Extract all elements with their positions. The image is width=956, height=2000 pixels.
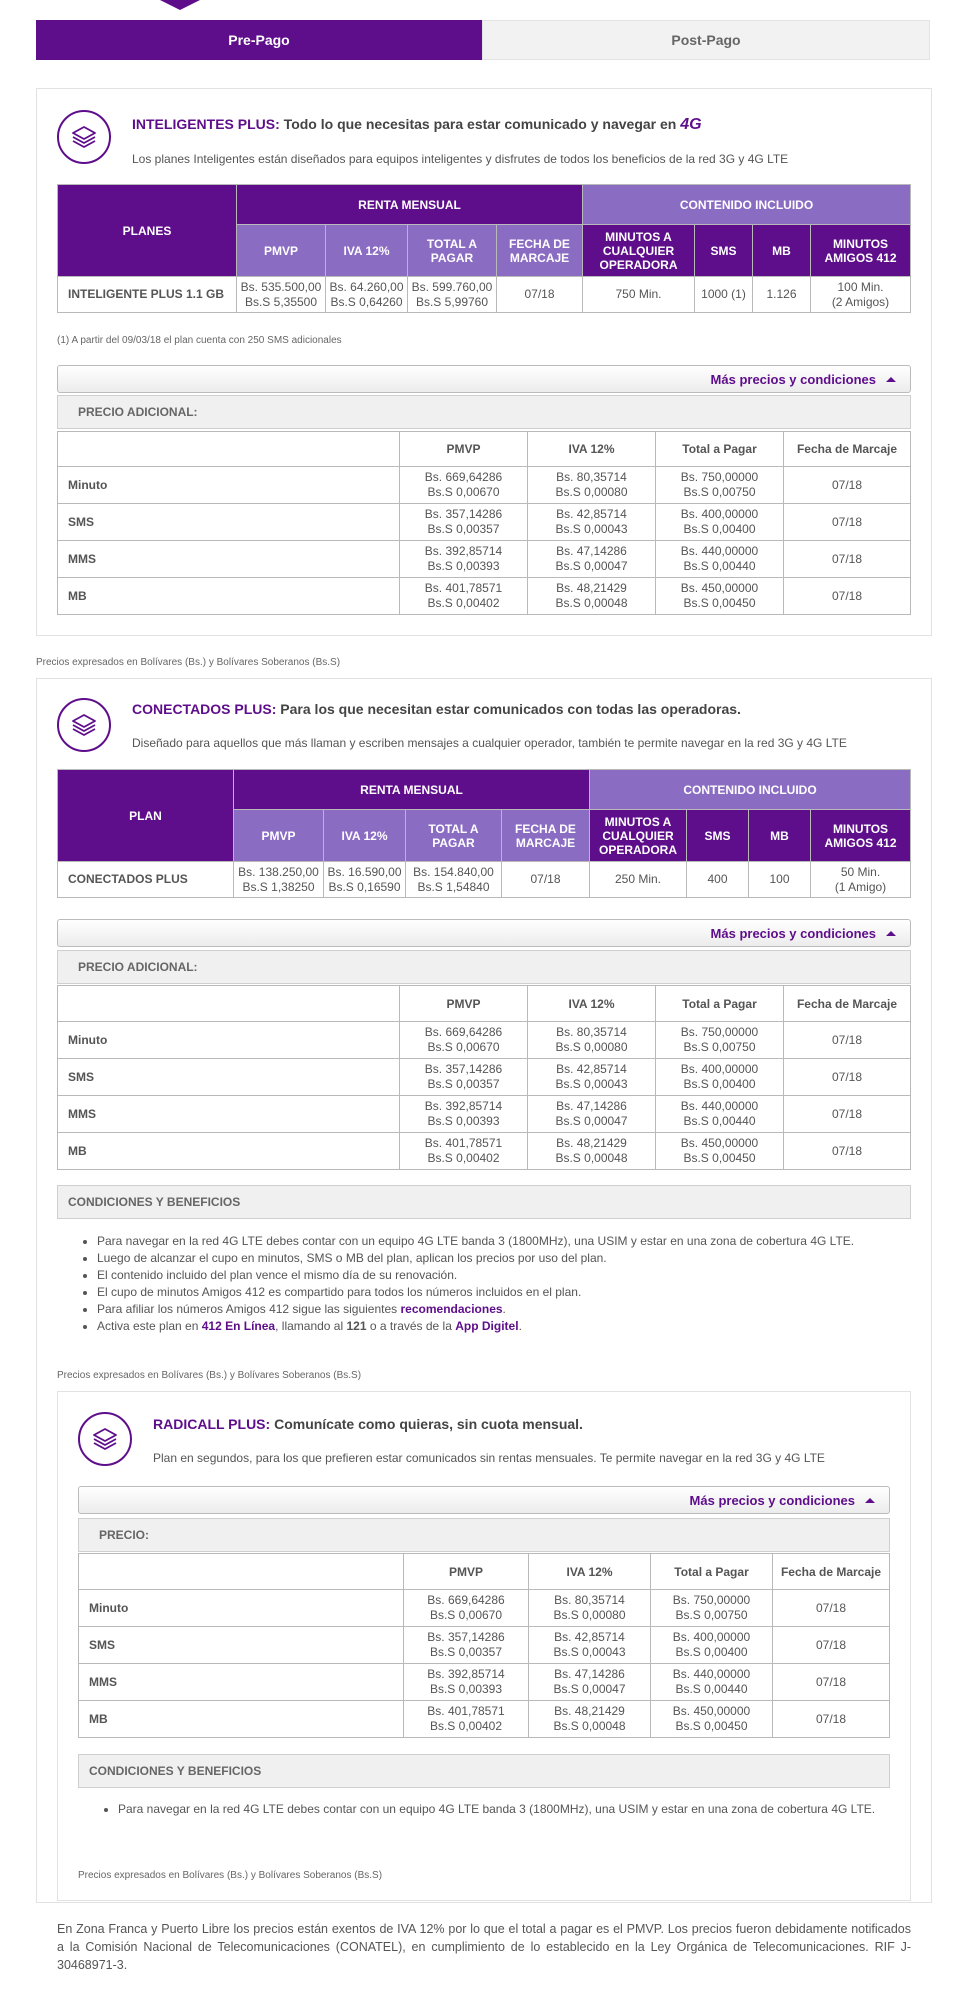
- plan-name: INTELIGENTES PLUS:: [132, 116, 280, 132]
- col-sms: SMS: [695, 225, 753, 277]
- total-cell: Bs. 750,00000 Bs.S 0,00750: [651, 1590, 773, 1627]
- plan-name: CONECTADOS PLUS:: [132, 701, 277, 717]
- col-blank: [58, 986, 400, 1022]
- fecha-cell: 07/18: [784, 1022, 911, 1059]
- plan-name-cell: CONECTADOS PLUS: [58, 862, 234, 898]
- row-name: MB: [58, 1133, 400, 1170]
- table-row: [79, 1701, 890, 1738]
- plan-title-inteligentes: [132, 116, 702, 134]
- row-name: MMS: [79, 1664, 404, 1701]
- plan-tagline: Para los que necesitan estar comunicados con todas las operadoras.: [276, 701, 741, 717]
- fecha-cell: 07/18: [773, 1590, 890, 1627]
- caret-up-icon: [886, 931, 896, 936]
- col-sms: SMS: [687, 810, 749, 862]
- total-cell: Bs. 154.840,00 Bs.S 1,54840: [406, 862, 502, 898]
- total-cell: Bs. 450,00000 Bs.S 0,00450: [651, 1701, 773, 1738]
- plan-tagline: Comunícate como quieras, sin cuota mensual.: [270, 1416, 583, 1432]
- recomendaciones-link[interactable]: recomendaciones: [400, 1302, 503, 1316]
- more-prices-toggle[interactable]: [57, 919, 911, 947]
- table-row: [58, 1096, 911, 1133]
- total-cell: Bs. 440,00000 Bs.S 0,00440: [651, 1664, 773, 1701]
- pmvp-cell: Bs. 357,14286 Bs.S 0,00357: [400, 504, 528, 541]
- pmvp-cell: Bs. 392,85714 Bs.S 0,00393: [400, 541, 528, 578]
- row-name: MB: [58, 578, 400, 615]
- plan-description: Diseñado para aquellos que más llaman y escriben mensajes a cualquier operador, también te permite navegar en la red 3G y 4G LTE: [132, 736, 847, 750]
- iva-cell: Bs. 47,14286 Bs.S 0,00047: [528, 1096, 656, 1133]
- row-name: SMS: [58, 1059, 400, 1096]
- table-row: [58, 541, 911, 578]
- table-row: [79, 1664, 890, 1701]
- col-blank: [79, 1554, 404, 1590]
- section-title-condiciones: CONDICIONES Y BENEFICIOS: [78, 1754, 890, 1788]
- col-fecha: Fecha de Marcaje: [773, 1554, 890, 1590]
- col-fecha: Fecha de Marcaje: [784, 432, 911, 467]
- col-iva: IVA 12%: [324, 810, 406, 862]
- row-name: Minuto: [58, 1022, 400, 1059]
- row-name: Minuto: [58, 467, 400, 504]
- iva-cell: Bs. 80,35714 Bs.S 0,00080: [528, 467, 656, 504]
- table-row: [58, 277, 911, 313]
- more-prices-label: Más precios y condiciones: [689, 1492, 855, 1508]
- col-total: TOTAL A PAGAR: [406, 810, 502, 862]
- pmvp-cell: Bs. 401,78571 Bs.S 0,00402: [400, 1133, 528, 1170]
- tab-prepago[interactable]: Pre-Pago: [36, 20, 482, 60]
- pmvp-cell: Bs. 357,14286 Bs.S 0,00357: [404, 1627, 529, 1664]
- fecha-cell: 07/18: [773, 1664, 890, 1701]
- row-name: MMS: [58, 1096, 400, 1133]
- section-title-condiciones: CONDICIONES Y BENEFICIOS: [57, 1185, 911, 1219]
- amigos-cell: 100 Min. (2 Amigos): [811, 277, 911, 313]
- plan-table-conectados: [57, 769, 911, 898]
- iva-cell: Bs. 47,14286 Bs.S 0,00047: [529, 1664, 651, 1701]
- total-cell: Bs. 599.760,00 Bs.S 5,99760: [408, 277, 497, 313]
- section-title-precio-adicional: PRECIO ADICIONAL:: [57, 395, 911, 429]
- col-mb: MB: [749, 810, 811, 862]
- fecha-cell: 07/18: [497, 277, 583, 313]
- conditions-list: [98, 1801, 888, 1818]
- iva-cell: Bs. 64.260,00 Bs.S 0,64260: [326, 277, 408, 313]
- col-total: Total a Pagar: [656, 986, 784, 1022]
- tab-indicator-arrow: [160, 0, 200, 10]
- col-fecha: FECHA DE MARCAJE: [497, 225, 583, 277]
- header-plan: PLAN: [58, 770, 234, 862]
- list-item: • Luego de alcanzar el cupo en minutos, SMS o MB del plan, aplican los precios por uso del plan.: [97, 1250, 911, 1267]
- iva-cell: Bs. 42,85714 Bs.S 0,00043: [528, 1059, 656, 1096]
- caret-up-icon: [865, 1498, 875, 1503]
- total-cell: Bs. 400,00000 Bs.S 0,00400: [656, 1059, 784, 1096]
- fecha-cell: 07/18: [784, 1059, 911, 1096]
- row-name: SMS: [58, 504, 400, 541]
- more-prices-toggle[interactable]: [78, 1486, 890, 1514]
- mb-cell: 100: [749, 862, 811, 898]
- total-cell: Bs. 750,00000 Bs.S 0,00750: [656, 1022, 784, 1059]
- col-total: TOTAL A PAGAR: [408, 225, 497, 277]
- plan-title-conectados: [132, 701, 741, 717]
- plan-title-radicall: [153, 1416, 583, 1432]
- fecha-cell: 07/18: [784, 504, 911, 541]
- row-name: MB: [79, 1701, 404, 1738]
- table-row: [79, 1627, 890, 1664]
- pmvp-cell: Bs. 401,78571 Bs.S 0,00402: [404, 1701, 529, 1738]
- plan-type-tabs: [36, 20, 930, 60]
- more-prices-label: Más precios y condiciones: [710, 925, 876, 941]
- row-name: MMS: [58, 541, 400, 578]
- row-name: SMS: [79, 1627, 404, 1664]
- total-cell: Bs. 400,00000 Bs.S 0,00400: [656, 504, 784, 541]
- conditions-list: [77, 1233, 911, 1335]
- table-row: [58, 1059, 911, 1096]
- col-pmvp: PMVP: [234, 810, 324, 862]
- price-table-radicall: [78, 1553, 890, 1738]
- sms-cell: 400: [687, 862, 749, 898]
- total-cell: Bs. 750,00000 Bs.S 0,00750: [656, 467, 784, 504]
- row-name: Minuto: [79, 1590, 404, 1627]
- section-title-precio-adicional: PRECIO ADICIONAL:: [57, 950, 911, 984]
- fecha-cell: 07/18: [784, 541, 911, 578]
- col-iva: IVA 12%: [528, 432, 656, 467]
- col-fecha: FECHA DE MARCAJE: [502, 810, 590, 862]
- header-renta-mensual: RENTA MENSUAL: [237, 185, 583, 225]
- fecha-cell: 07/18: [502, 862, 590, 898]
- table-row: [58, 578, 911, 615]
- col-fecha: Fecha de Marcaje: [784, 986, 911, 1022]
- fecha-cell: 07/18: [773, 1627, 890, 1664]
- pmvp-cell: Bs. 669,64286 Bs.S 0,00670: [400, 467, 528, 504]
- currency-note: Precios expresados en Bolívares (Bs.) y Bolívares Soberanos (Bs.S): [57, 1370, 362, 1381]
- col-minutos: MINUTOS A CUALQUIER OPERADORA: [583, 225, 695, 277]
- col-blank: [58, 432, 400, 467]
- header-planes: PLANES: [58, 185, 237, 277]
- list-item: • Para afiliar los números Amigos 412 sigue las siguientes recomendaciones.: [97, 1301, 911, 1318]
- header-renta-mensual: RENTA MENSUAL: [234, 770, 590, 810]
- price-table-inteligentes: [57, 431, 911, 615]
- col-amigos: MINUTOS AMIGOS 412: [811, 225, 911, 277]
- fecha-cell: 07/18: [784, 1096, 911, 1133]
- minutos-cell: 250 Min.: [590, 862, 687, 898]
- amigos-cell: 50 Min. (1 Amigo): [811, 862, 911, 898]
- iva-cell: Bs. 47,14286 Bs.S 0,00047: [528, 541, 656, 578]
- col-total: Total a Pagar: [651, 1554, 773, 1590]
- col-pmvp: PMVP: [404, 1554, 529, 1590]
- pmvp-cell: Bs. 357,14286 Bs.S 0,00357: [400, 1059, 528, 1096]
- iva-cell: Bs. 48,21429 Bs.S 0,00048: [528, 1133, 656, 1170]
- 412-en-linea-link[interactable]: 412 En Línea: [201, 1319, 276, 1333]
- iva-cell: Bs. 48,21429 Bs.S 0,00048: [528, 578, 656, 615]
- iva-cell: Bs. 80,35714 Bs.S 0,00080: [528, 1022, 656, 1059]
- layers-icon: [78, 1412, 132, 1466]
- tab-postpago[interactable]: Post-Pago: [482, 20, 930, 60]
- col-pmvp: PMVP: [400, 986, 528, 1022]
- plan-tagline: Todo lo que necesitas para estar comunicado y navegar en: [279, 116, 681, 132]
- list-item: • Para navegar en la red 4G LTE debes contar con un equipo 4G LTE banda 3 (1800MHz), una USIM y estar en una zona de cobertura 4G LTE.: [97, 1233, 911, 1250]
- col-amigos: MINUTOS AMIGOS 412: [811, 810, 911, 862]
- iva-cell: Bs. 80,35714 Bs.S 0,00080: [529, 1590, 651, 1627]
- plan-name-cell: INTELIGENTE PLUS 1.1 GB: [58, 277, 237, 313]
- iva-cell: Bs. 48,21429 Bs.S 0,00048: [529, 1701, 651, 1738]
- more-prices-toggle[interactable]: [57, 365, 911, 393]
- fecha-cell: 07/18: [773, 1701, 890, 1738]
- list-item: • El cupo de minutos Amigos 412 es compartido para todos los números incluidos en el plan.: [97, 1284, 911, 1301]
- phone-number: 121: [346, 1319, 367, 1333]
- legal-footer: En Zona Franca y Puerto Libre los precios están exentos de IVA 12% por lo que el total a pagar es el PMVP. Los precios fueron debidamente notificados a la Comisión Nacional de Telecomunicaciones (CONATEL), en cumplimiento de lo establecido en la Ley Orgánica de Telecomunicaciones. RIF J-30468971-3.: [57, 1922, 911, 1972]
- 4g-logo: 4G: [680, 116, 702, 133]
- col-mb: MB: [753, 225, 811, 277]
- table-row: [58, 1022, 911, 1059]
- section-title-precio: PRECIO:: [78, 1518, 890, 1552]
- more-prices-label: Más precios y condiciones: [710, 371, 876, 387]
- fecha-cell: 07/18: [784, 467, 911, 504]
- table-row: [58, 467, 911, 504]
- caret-up-icon: [886, 377, 896, 382]
- pmvp-cell: Bs. 669,64286 Bs.S 0,00670: [404, 1590, 529, 1627]
- pmvp-cell: Bs. 138.250,00 Bs.S 1,38250: [234, 862, 324, 898]
- list-item: • Activa este plan en 412 En Línea, llamando al 121 o a través de la App Digitel.: [97, 1318, 911, 1335]
- total-cell: Bs. 440,00000 Bs.S 0,00440: [656, 1096, 784, 1133]
- table-row: [58, 504, 911, 541]
- total-cell: Bs. 450,00000 Bs.S 0,00450: [656, 1133, 784, 1170]
- plan-table-inteligentes: [57, 184, 911, 313]
- app-digitel-link[interactable]: App Digitel: [455, 1319, 519, 1333]
- table-row: [58, 1133, 911, 1170]
- fecha-cell: 07/18: [784, 578, 911, 615]
- price-table-conectados: [57, 985, 911, 1170]
- total-cell: Bs. 450,00000 Bs.S 0,00450: [656, 578, 784, 615]
- layers-icon: [57, 110, 111, 164]
- fecha-cell: 07/18: [784, 1133, 911, 1170]
- col-minutos: MINUTOS A CUALQUIER OPERADORA: [590, 810, 687, 862]
- col-pmvp: PMVP: [400, 432, 528, 467]
- table-row: [58, 862, 911, 898]
- sms-cell: 1000 (1): [695, 277, 753, 313]
- total-cell: Bs. 440,00000 Bs.S 0,00440: [656, 541, 784, 578]
- col-total: Total a Pagar: [656, 432, 784, 467]
- pmvp-cell: Bs. 535.500,00 Bs.S 5,35500: [237, 277, 326, 313]
- col-iva: IVA 12%: [326, 225, 408, 277]
- minutos-cell: 750 Min.: [583, 277, 695, 313]
- currency-note: Precios expresados en Bolívares (Bs.) y Bolívares Soberanos (Bs.S): [78, 1870, 383, 1881]
- mb-cell: 1.126: [753, 277, 811, 313]
- plan-description: Los planes Inteligentes están diseñados para equipos inteligentes y disfrutes de todos los beneficios de la red 3G y 4G LTE: [132, 152, 789, 166]
- pmvp-cell: Bs. 669,64286 Bs.S 0,00670: [400, 1022, 528, 1059]
- pmvp-cell: Bs. 392,85714 Bs.S 0,00393: [404, 1664, 529, 1701]
- total-cell: Bs. 400,00000 Bs.S 0,00400: [651, 1627, 773, 1664]
- iva-cell: Bs. 16.590,00 Bs.S 0,16590: [324, 862, 406, 898]
- iva-cell: Bs. 42,85714 Bs.S 0,00043: [528, 504, 656, 541]
- plan-description: Plan en segundos, para los que prefieren estar comunicados sin rentas mensuales. Te permite navegar en la red 3G y 4G LTE: [153, 1451, 825, 1465]
- iva-cell: Bs. 42,85714 Bs.S 0,00043: [529, 1627, 651, 1664]
- col-iva: IVA 12%: [529, 1554, 651, 1590]
- header-contenido-incluido: CONTENIDO INCLUIDO: [583, 185, 911, 225]
- footnote: (1) A partir del 09/03/18 el plan cuenta con 250 SMS adicionales: [57, 335, 342, 346]
- plan-name: RADICALL PLUS:: [153, 1416, 271, 1432]
- currency-note: Precios expresados en Bolívares (Bs.) y Bolívares Soberanos (Bs.S): [36, 657, 341, 668]
- header-contenido-incluido: CONTENIDO INCLUIDO: [590, 770, 911, 810]
- pmvp-cell: Bs. 392,85714 Bs.S 0,00393: [400, 1096, 528, 1133]
- pmvp-cell: Bs. 401,78571 Bs.S 0,00402: [400, 578, 528, 615]
- layers-icon: [57, 698, 111, 752]
- list-item: • El contenido incluido del plan vence el mismo día de su renovación.: [97, 1267, 911, 1284]
- list-item: • Para navegar en la red 4G LTE debes contar con un equipo 4G LTE banda 3 (1800MHz), una USIM y estar en una zona de cobertura 4G LTE.: [118, 1801, 888, 1818]
- col-iva: IVA 12%: [528, 986, 656, 1022]
- col-pmvp: PMVP: [237, 225, 326, 277]
- table-row: [79, 1590, 890, 1627]
